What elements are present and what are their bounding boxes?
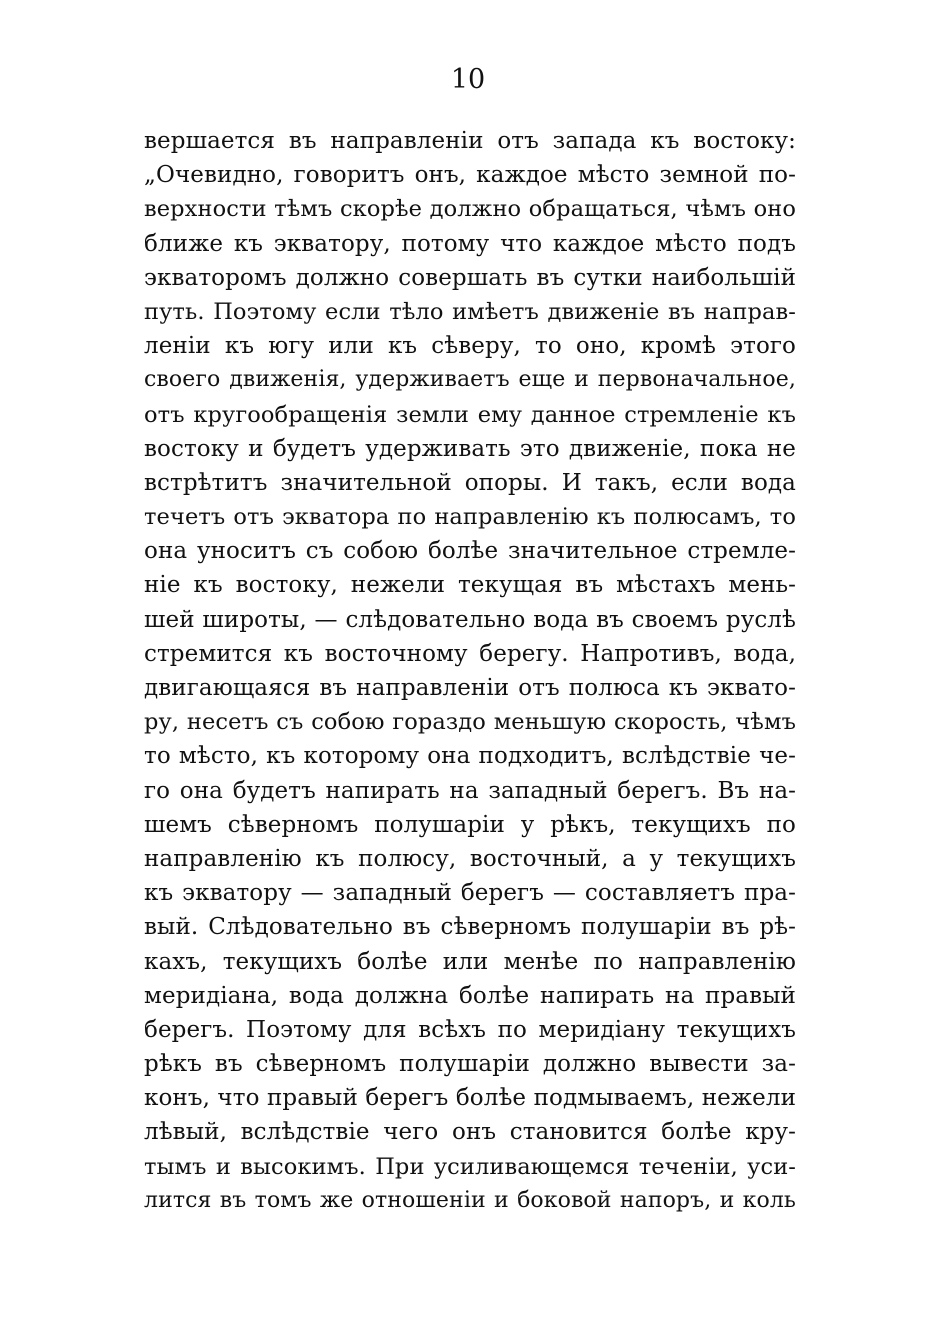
- text-line: течетъ отъ экватора по направленію къ полюсамъ, то: [144, 504, 796, 531]
- text-line: своего движенія, удерживаетъ еще и первоначальное,: [144, 367, 796, 393]
- text-line: она уноситъ съ собою болѣе значительное стремле-: [144, 538, 796, 565]
- text-line: „Очевидно, говоритъ онъ, каждое мѣсто земной по-: [144, 162, 796, 189]
- text-line: берегъ. Поэтому для всѣхъ по меридіану текущихъ: [144, 1016, 796, 1043]
- text-line: леніи къ югу или къ сѣверу, то оно, кромѣ этого: [144, 333, 796, 360]
- text-line: стремится къ восточному берегу. Напротивъ, вода,: [144, 640, 796, 667]
- page-number: 10: [450, 64, 486, 95]
- text-line: къ экватору — западный берегъ — составляетъ пра-: [144, 880, 796, 907]
- text-line: вершается въ направленіи отъ запада къ востоку:: [144, 128, 796, 154]
- text-line: путь. Поэтому если тѣло имѣетъ движеніе въ направ-: [144, 298, 796, 325]
- text-line: шемъ сѣверномъ полушаріи у рѣкъ, текущихъ по: [144, 811, 796, 838]
- text-line: то мѣсто, къ которому она подходитъ, вслѣдствіе че-: [144, 743, 796, 770]
- text-line: вый. Слѣдовательно въ сѣверномъ полушаріи въ рѣ-: [144, 914, 796, 941]
- text-line: го она будетъ напирать на западный берегъ. Въ на-: [144, 777, 796, 804]
- text-line: кахъ, текущихъ болѣе или менѣе по направленію: [144, 948, 796, 975]
- text-line: отъ кругообращенія земли ему данное стремленіе къ: [144, 401, 796, 428]
- text-line: двигающаяся въ направленіи отъ полюса къ эквато-: [144, 675, 796, 701]
- text-line: востоку и будетъ удерживать это движеніе, пока не: [144, 435, 796, 462]
- text-line: ру, несетъ съ собою гораздо меньшую скорость, чѣмъ: [144, 709, 796, 736]
- text-line: лѣвый, вслѣдствіе чего онъ становится болѣе кру-: [144, 1119, 796, 1146]
- text-line: экваторомъ должно совершать въ сутки наибольшій: [144, 264, 796, 291]
- text-line: встрѣтитъ значительной опоры. И такъ, если вода: [144, 469, 796, 496]
- text-line: ніе къ востоку, нежели текущая въ мѣстахъ мень-: [144, 572, 796, 599]
- text-line: рѣкъ въ сѣверномъ полушаріи должно вывести за-: [144, 1051, 796, 1078]
- text-line: шей широты, — слѣдовательно вода въ своемъ руслѣ: [144, 606, 796, 633]
- text-line: направленію къ полюсу, восточный, а у текущихъ: [144, 845, 796, 872]
- text-line: лится въ томъ же отношеніи и боковой напоръ, и коль: [144, 1187, 796, 1213]
- text-line: конъ, что правый берегъ болѣе подмываемъ, нежели: [144, 1085, 796, 1112]
- text-line: верхности тѣмъ скорѣе должно обращаться, чѣмъ оно: [144, 196, 796, 223]
- text-line: ближе къ экватору, потому что каждое мѣсто подъ: [144, 230, 796, 257]
- body-text: [144, 124, 796, 1218]
- text-line: тымъ и высокимъ. При усиливающемся теченіи, уси-: [144, 1153, 796, 1180]
- text-line: меридіана, вода должна болѣе напирать на правый: [144, 982, 796, 1009]
